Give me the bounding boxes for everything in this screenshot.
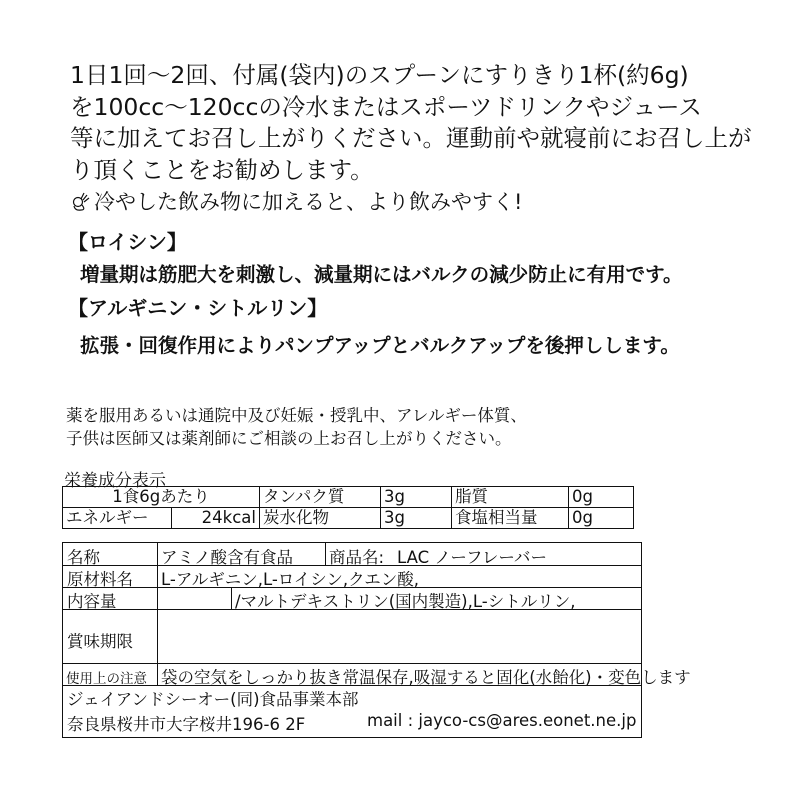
carb-label: 炭水化物 — [260, 508, 381, 529]
energy-value: 24kcal — [171, 508, 259, 529]
section-title-arginine: 【アルギニン・シトルリン】 — [68, 296, 328, 320]
caution-label: 使用上の注意 — [66, 671, 147, 687]
section-title-leucine: 【ロイシン】 — [68, 230, 187, 254]
warning-line: 薬を服用あるいは通院中及び妊娠・授乳中、アレルギー体質、 — [66, 406, 527, 425]
ingredients-line1: L-アルギニン,L-ロイシン,クエン酸, — [161, 570, 420, 589]
tip-text: 冷やした飲み物に加えると、より飲みやすく! — [94, 190, 523, 214]
fat-value: 0g — [569, 487, 634, 508]
protein-value: 3g — [381, 487, 452, 508]
nutrition-title: 栄養成分表示 — [64, 471, 166, 491]
company-address: 奈良県桜井市大字桜井196-6 2F — [67, 715, 306, 734]
name-value: アミノ酸含有食品 — [161, 548, 293, 567]
usage-line: り頂くことをお勧めします。 — [70, 155, 374, 184]
contents-label: 内容量 — [67, 592, 117, 611]
ingredients-line2: /マルトデキストリン(国内製造),L-シトルリン, — [235, 592, 576, 611]
nutrition-table — [62, 486, 634, 529]
usage-line: 1日1回〜2回、付属(袋内)のスプーンにすりきり1杯(約6g) — [70, 61, 689, 89]
fat-label: 脂質 — [452, 487, 569, 508]
serving-size: 1食6gあたり — [63, 487, 260, 508]
name-label: 名称 — [67, 548, 100, 567]
salt-value: 0g — [569, 508, 634, 529]
warning — [66, 404, 527, 450]
tip — [70, 186, 522, 216]
warning-line: 子供は医師又は薬剤師にご相談の上お召し上がりください。 — [66, 429, 512, 448]
section-body-arginine: 拡張・回復作用によりパンプアップとバルクアップを後押しします。 — [80, 334, 680, 357]
section-body-leucine: 増量期は筋肥大を刺激し、減量期にはバルクの減少防止に有用です。 — [80, 263, 683, 286]
ok-hand-icon — [70, 190, 94, 214]
product-name-label: 商品名: — [329, 548, 385, 567]
usage-line: を100cc〜120ccの冷水またはスポーツドリンクやジュース — [70, 92, 702, 121]
protein-label: タンパク質 — [260, 487, 381, 508]
caution-value: 袋の空気をしっかり抜き常温保存,吸湿すると固化(水飴化)・変色します — [161, 668, 691, 687]
usage-instructions — [70, 60, 752, 186]
company-name: ジェイアンドシーオー(同)食品事業本部 — [67, 690, 359, 709]
energy-label: エネルギー — [63, 508, 172, 529]
product-name-value: LAC ノーフレーバー — [397, 548, 548, 567]
salt-label: 食塩相当量 — [452, 508, 569, 529]
carb-value: 3g — [381, 508, 452, 529]
ingredients-label: 原材料名 — [67, 570, 133, 589]
company-mail: mail : jayco-cs@ares.eonet.ne.jp — [367, 711, 637, 730]
usage-line: 等に加えてお召し上がりください。運動前や就寝前にお召し上が — [70, 124, 752, 152]
product-info-box — [62, 542, 691, 738]
expiry-label: 賞味期限 — [67, 632, 133, 651]
